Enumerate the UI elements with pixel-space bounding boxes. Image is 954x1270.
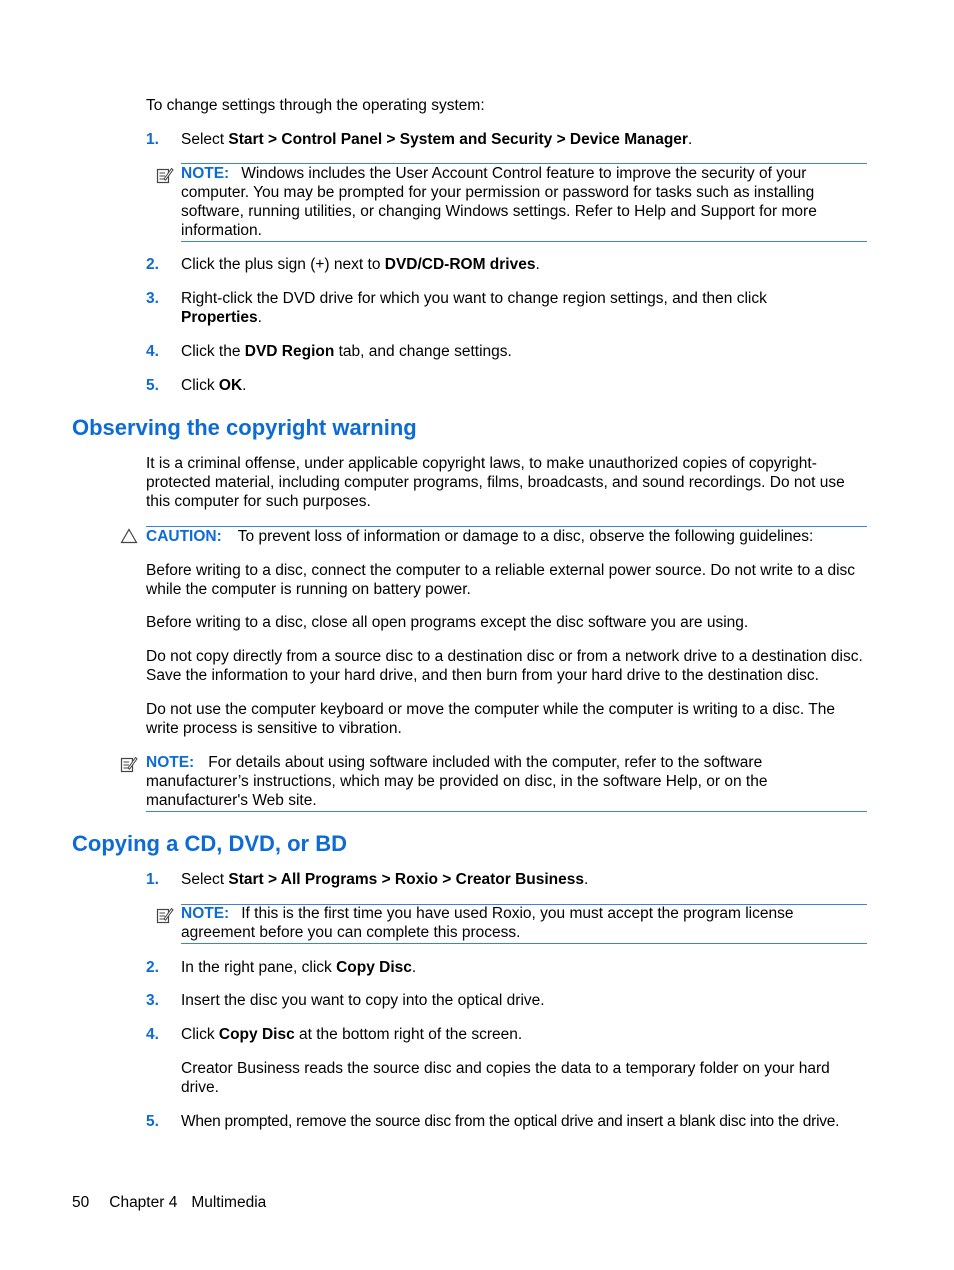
region-step-2: Click the plus sign (+) next to DVD/CD-ROM drives. — [181, 256, 540, 273]
note-bottom-rule — [146, 811, 867, 812]
copy-step-4-detail: Creator Business reads the source disc and copies the data to a temporary folder on your hard drive. — [181, 1060, 830, 1096]
note-1: NOTE: Windows includes the User Account Control feature to improve the security of your computer. You may be prompted for your permission or password for tasks such as installing software, running utilities, or changing Windows settings. Refer to Help and Support for more information. — [181, 165, 817, 239]
region-step-1: Select Start > Control Panel > System and Security > Device Manager. — [181, 131, 693, 148]
note-bottom-rule — [181, 943, 867, 944]
region-step-3: Right-click the DVD drive for which you want to change region settings, and then click Properties. — [181, 290, 767, 326]
region-step-1-number: 1. — [146, 131, 159, 148]
page-number: 50 — [72, 1194, 90, 1211]
region-step-5: Click OK. — [181, 377, 247, 394]
copy-step-3-number: 3. — [146, 992, 159, 1009]
copy-step-5: When prompted, remove the source disc from the optical drive and insert a blank disc into the drive. — [181, 1113, 840, 1130]
note-3: NOTE: If this is the first time you have used Roxio, you must accept the program license agreement before you can complete this process. — [181, 905, 794, 941]
copy-step-2-number: 2. — [146, 959, 159, 976]
copy-step-1-number: 1. — [146, 871, 159, 888]
note-2: NOTE: For details about using software included with the computer, refer to the software manufacturer’s instructions, which may be provided on disc, in the software Help, or on the manufacturer's Web site. — [146, 754, 768, 809]
note-icon — [120, 755, 138, 773]
copy-step-4-number: 4. — [146, 1026, 159, 1043]
note-bottom-rule — [181, 241, 867, 242]
guideline-1: Before writing to a disc, connect the computer to a reliable external power source. Do not write to a disc while the computer is running on battery power. — [146, 562, 856, 598]
chapter-title: Multimedia — [191, 1194, 267, 1211]
note-icon — [156, 166, 174, 184]
section-heading-copying: Copying a CD, DVD, or BD — [72, 831, 348, 856]
region-step-4-number: 4. — [146, 343, 159, 360]
caution-icon — [120, 528, 138, 544]
copy-step-4: Click Copy Disc at the bottom right of the screen. — [181, 1026, 523, 1043]
page-footer — [72, 1193, 266, 1212]
copyright-paragraph: It is a criminal offense, under applicable copyright laws, to make unauthorized copies of copyright-protected material, including computer programs, films, broadcasts, and sound recordings. Do not use this computer for such purposes. — [146, 455, 845, 510]
region-step-4: Click the DVD Region tab, and change settings. — [181, 343, 512, 360]
note-icon — [156, 906, 174, 924]
copy-step-2: In the right pane, click Copy Disc. — [181, 959, 417, 976]
guideline-4: Do not use the computer keyboard or move the computer while the computer is writing to a disc. The write process is sensitive to vibration. — [146, 701, 835, 737]
guideline-3: Do not copy directly from a source disc to a destination disc or from a network drive to a destination disc. Save the information to your hard drive, and then burn from your hard drive to the destination disc. — [146, 648, 863, 684]
guideline-2: Before writing to a disc, close all open programs except the disc software you are using. — [146, 614, 749, 631]
caution-note: CAUTION: To prevent loss of information or damage to a disc, observe the following guidelines: — [146, 528, 814, 545]
chapter-label: Chapter 4 — [109, 1194, 178, 1211]
section-heading-copyright: Observing the copyright warning — [72, 415, 417, 440]
copy-step-5-number: 5. — [146, 1113, 159, 1130]
copy-step-3: Insert the disc you want to copy into the optical drive. — [181, 992, 545, 1009]
region-step-3-number: 3. — [146, 290, 159, 307]
copy-step-1: Select Start > All Programs > Roxio > Creator Business. — [181, 871, 589, 888]
region-step-2-number: 2. — [146, 256, 159, 273]
region-step-5-number: 5. — [146, 377, 159, 394]
intro-text: To change settings through the operating system: — [146, 97, 485, 114]
